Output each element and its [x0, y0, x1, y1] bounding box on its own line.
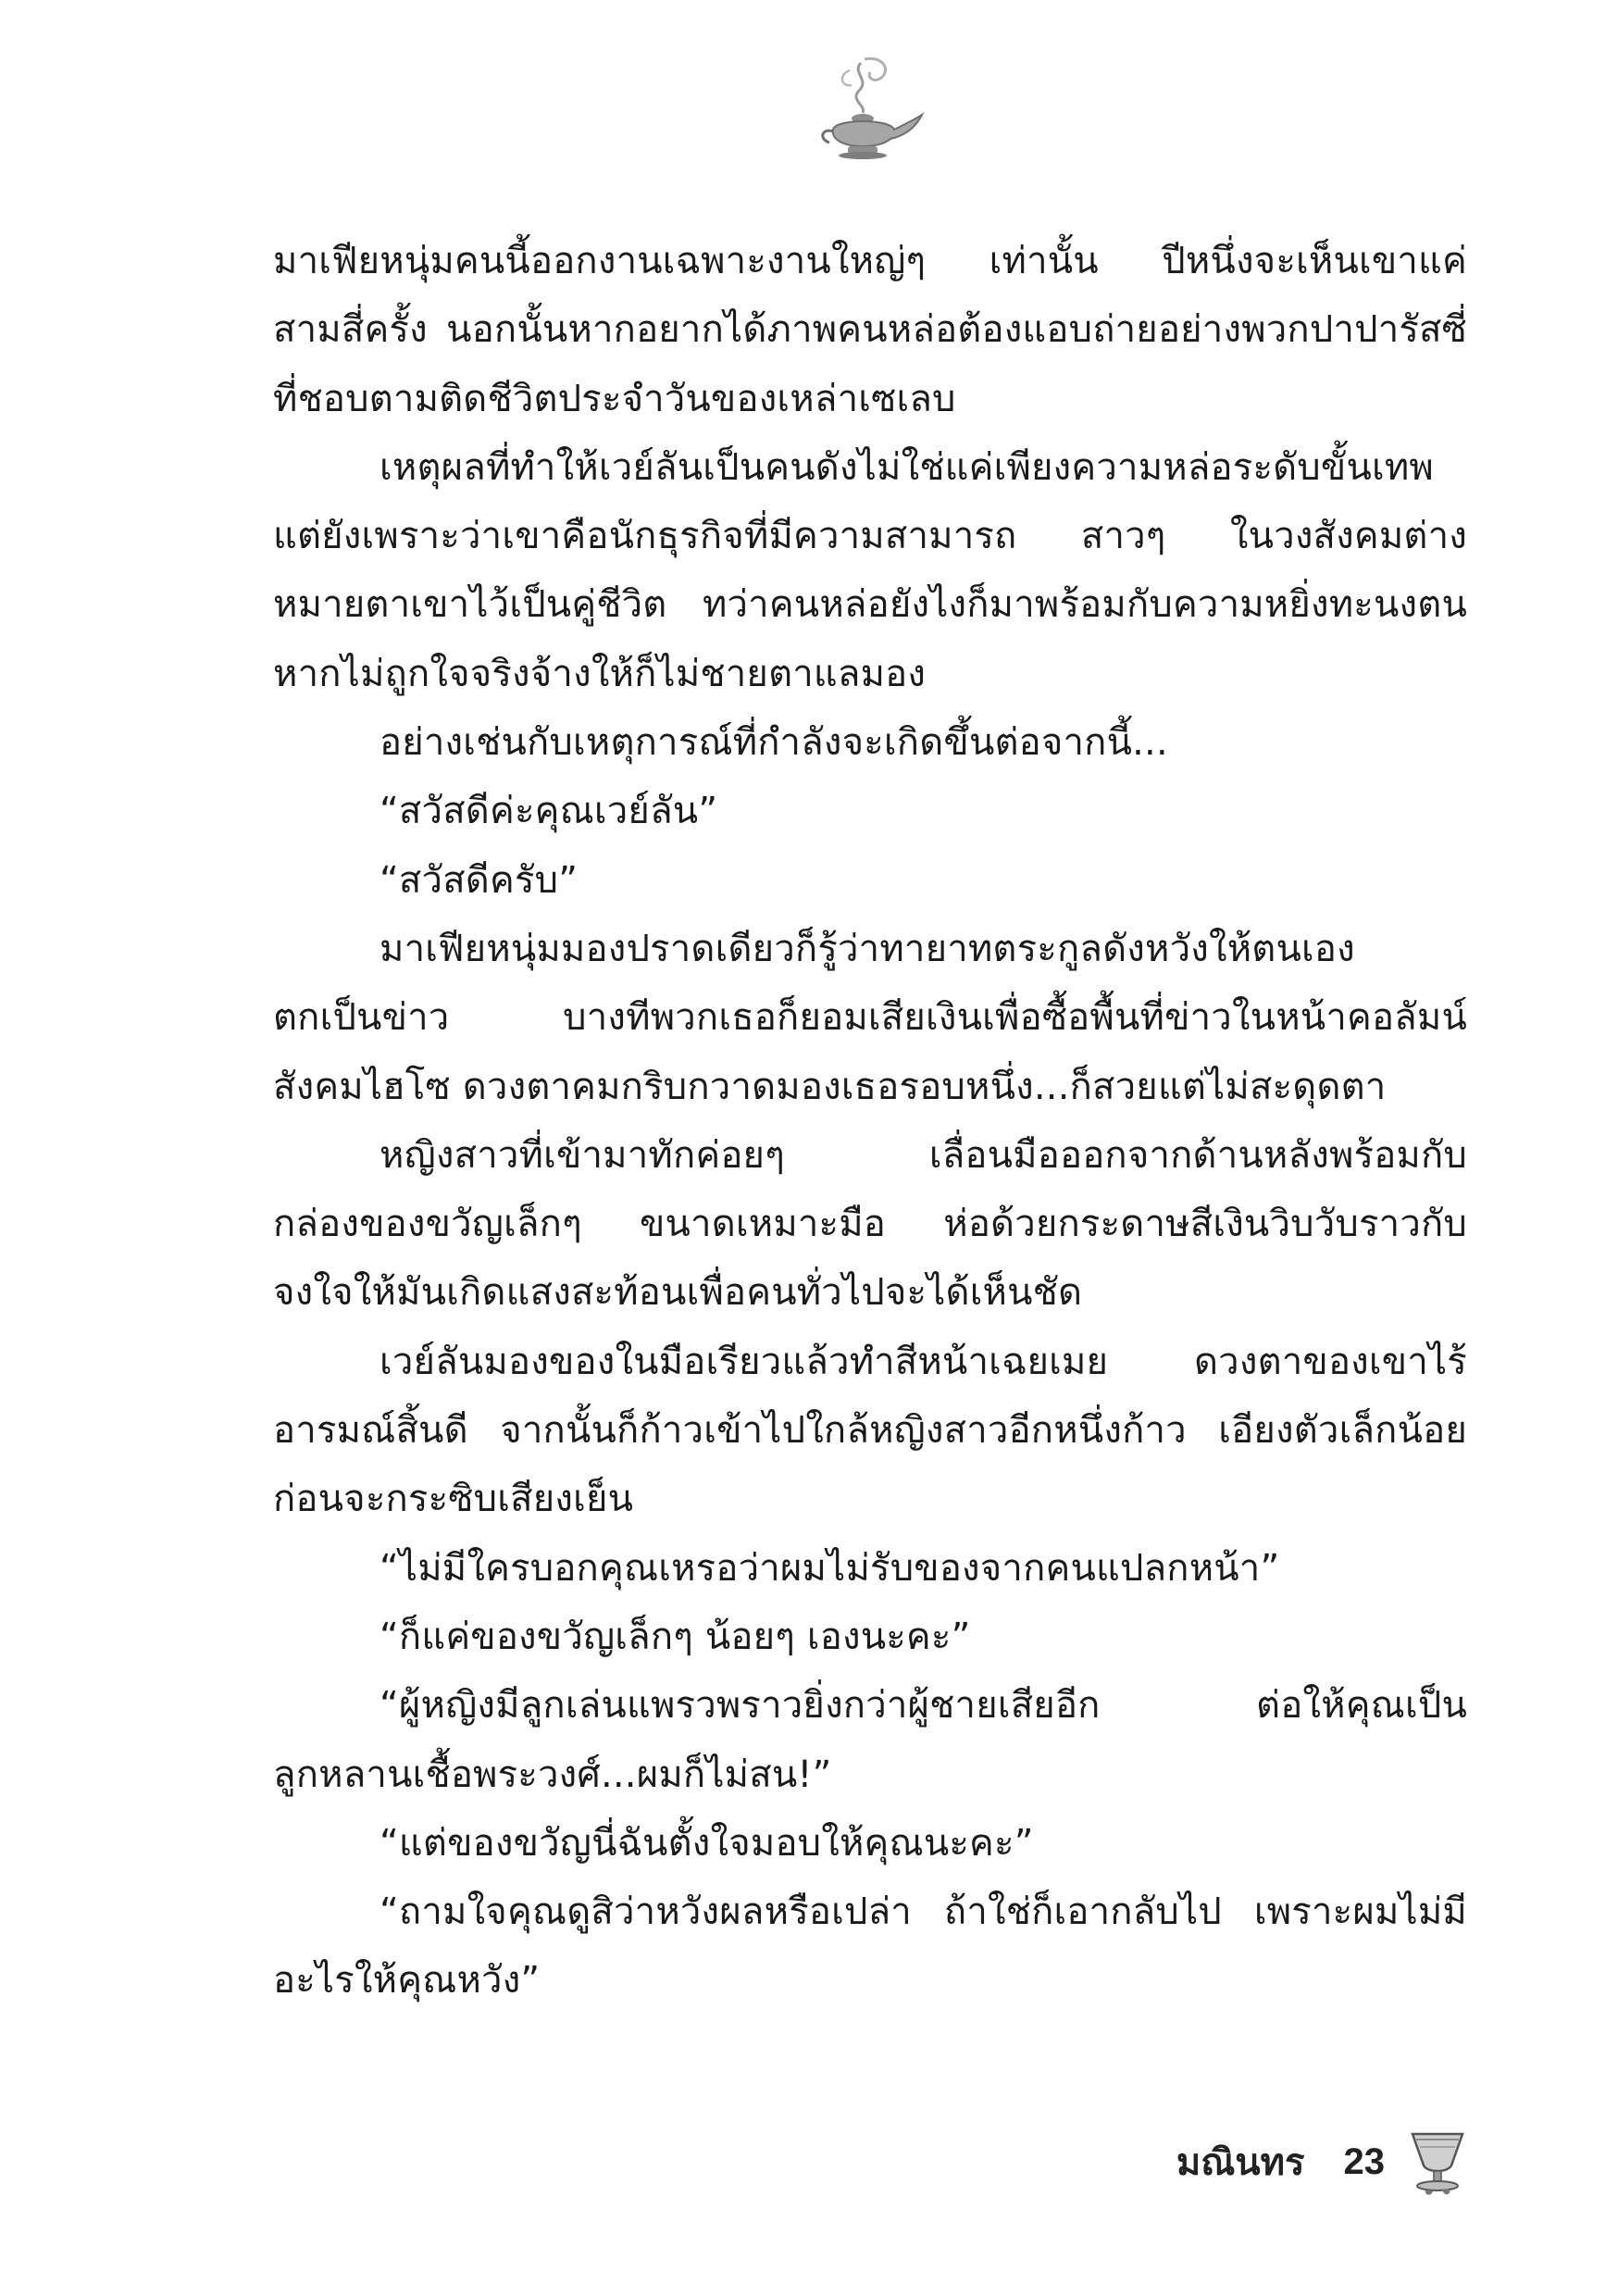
genie-lamp-icon — [805, 54, 926, 160]
text-line: เหตุผลที่ทำให้เวย์ลันเป็นคนดังไม่ใช่แค่เพียงความหล่อระดับขั้นเทพ — [380, 445, 1434, 489]
dialogue-line: ลูกหลานเชื้อพระวงศ์...ผมก็ไม่สน!” — [273, 1753, 832, 1796]
text-line: สามสี่ครั้ง นอกนั้นหากอยากได้ภาพคนหล่อต้องแอบถ่ายอย่างพวกปาปารัสซี่ — [273, 308, 1467, 352]
dialogue-line: อะไรให้คุณหวัง” — [273, 1959, 541, 2003]
text-line: แต่ยังเพราะว่าเขาคือนักธุรกิจที่มีความสามารถ สาวๆ ในวงสังคมต่าง — [273, 515, 1467, 558]
text-line: สังคมไฮโซ ดวงตาคมกริบกวาดมองเธอรอบหนึ่ง...ก็สวยแต่ไม่สะดุดตา — [273, 1065, 1387, 1108]
text-line: หมายตาเขาไว้เป็นคู่ชีวิต ทว่าคนหล่อยังไงก็มาพร้อมกับความหยิ่งทะนงตน — [273, 583, 1467, 627]
text-line: กล่องของขวัญเล็กๆ ขนาดเหมาะมือ ห่อด้วยกระดาษสีเงินวิบวับราวกับ — [273, 1203, 1467, 1246]
teacup-icon — [1405, 2125, 1470, 2199]
text-line: มาเฟียหนุ่มคนนี้ออกงานเฉพาะงานใหญ่ๆ เท่านั้น ปีหนึ่งจะเห็นเขาแค่ — [273, 240, 1467, 282]
body-text — [273, 227, 1467, 2015]
text-line: ที่ชอบตามติดชีวิตประจำวันของเหล่าเซเลบ — [273, 377, 956, 420]
text-line: หากไม่ถูกใจจริงจ้างให้ก็ไม่ชายตาแลมอง — [273, 652, 927, 695]
page-footer — [1176, 2125, 1470, 2199]
text-line: ตกเป็นข่าว บางทีพวกเธอก็ยอมเสียเงินเพื่อซื้อพื้นที่ข่าวในหน้าคอลัมน์ — [273, 996, 1467, 1040]
text-line: มาเฟียหนุ่มมองปราดเดียวก็รู้ว่าทายาทตระกูลดังหวังให้ตนเอง — [380, 927, 1355, 970]
author-name: มณินทร — [1176, 2141, 1305, 2184]
text-line: เวย์ลันมองของในมือเรียวแล้วทำสีหน้าเฉยเมย ดวงตาของเขาไร้ — [380, 1340, 1467, 1383]
text-line: ก่อนจะกระซิบเสียงเย็น — [273, 1478, 634, 1521]
text-line: จงใจให้มันเกิดแสงสะท้อนเพื่อคนทั่วไปจะได้เห็นชัด — [273, 1271, 1083, 1315]
dialogue-line: “ไม่มีใครบอกคุณเหรอว่าผมไม่รับของจากคนแปลกหน้า” — [380, 1546, 1280, 1590]
text-line: อารมณ์สิ้นดี จากนั้นก็ก้าวเข้าไปใกล้หญิงสาวอีกหนึ่งก้าว เอียงตัวเล็กน้อย — [273, 1409, 1467, 1453]
dialogue-line: “ผู้หญิงมีลูกเล่นแพรวพราวยิ่งกว่าผู้ชายเสียอีก ต่อให้คุณเป็น — [380, 1684, 1467, 1728]
dialogue-line: “ถามใจคุณดูสิว่าหวังผลหรือเปล่า ถ้าใช่ก็เอากลับไป เพราะผมไม่มี — [380, 1890, 1467, 1934]
text-line: หญิงสาวที่เข้ามาทักค่อยๆ เลื่อนมือออกจากด้านหลังพร้อมกับ — [380, 1133, 1467, 1177]
text-line: อย่างเช่นกับเหตุการณ์ที่กำลังจะเกิดขึ้นต่อจากนี้... — [380, 721, 1168, 765]
page-number: 23 — [1343, 2140, 1385, 2182]
dialogue-line: “สวัสดีค่ะคุณเวย์ลัน” — [380, 790, 718, 833]
dialogue-line: “สวัสดีครับ” — [380, 858, 579, 902]
dialogue-line: “ก็แค่ของขวัญเล็กๆ น้อยๆ เองนะคะ” — [380, 1615, 971, 1658]
dialogue-line: “แต่ของขวัญนี่ฉันตั้งใจมอบให้คุณนะคะ” — [380, 1821, 1034, 1865]
